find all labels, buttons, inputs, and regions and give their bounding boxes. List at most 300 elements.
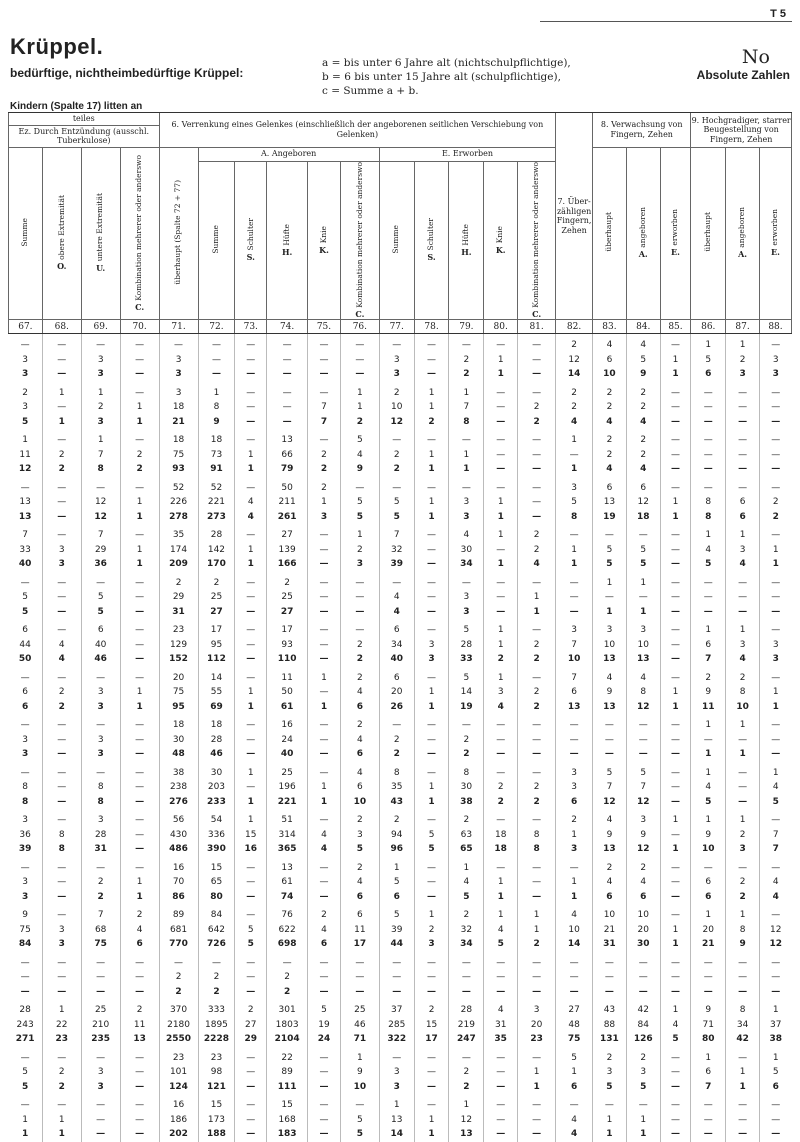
table-cell: 84: [626, 1018, 660, 1033]
table-row: [9, 590, 792, 605]
table-cell: 28: [19, 1005, 31, 1016]
table-cell: 13: [593, 700, 627, 715]
table-cell: 5: [626, 353, 660, 368]
table-cell: —: [414, 1080, 449, 1095]
table-cell: 4: [308, 842, 341, 857]
table-cell: 3: [81, 733, 120, 748]
table-cell: 15: [235, 828, 267, 843]
table-cell: —: [759, 1113, 791, 1128]
table-cell: 2: [42, 462, 81, 477]
table-cell: 9: [593, 685, 627, 700]
col-e-summe: [379, 161, 414, 320]
table-cell: 2: [626, 429, 660, 448]
table-cell: 6: [593, 353, 627, 368]
table-cell: —: [414, 619, 449, 638]
table-cell: 3: [81, 700, 120, 715]
table-cell: 3: [449, 495, 484, 510]
letter-a-s: S.: [246, 252, 255, 263]
table-cell: —: [518, 714, 556, 733]
table-cell: —: [120, 809, 159, 828]
table-cell: 681: [159, 923, 198, 938]
table-cell: —: [660, 334, 691, 353]
column-number: 84.: [626, 320, 660, 334]
table-cell: 14: [556, 937, 593, 952]
table-cell: 226: [159, 495, 198, 510]
table-cell: —: [726, 382, 760, 401]
table-cell: —: [42, 510, 81, 525]
table-cell: 5: [22, 606, 29, 617]
table-cell: 3: [42, 937, 81, 952]
table-cell: 20: [159, 667, 198, 686]
table-cell: 7: [626, 780, 660, 795]
table-cell: —: [235, 477, 267, 496]
table-cell: 1: [556, 429, 593, 448]
table-cell: 1: [593, 605, 627, 620]
letter-8-a: A.: [638, 249, 648, 260]
table-cell: —: [42, 572, 81, 591]
table-cell: 8: [22, 796, 29, 807]
table-cell: 5: [626, 543, 660, 558]
table-cell: —: [660, 667, 691, 686]
table-row: [9, 543, 792, 558]
table-cell: —: [414, 890, 449, 905]
table-cell: 3: [340, 828, 379, 843]
table-cell: 209: [159, 557, 198, 572]
table-cell: —: [660, 890, 691, 905]
table-cell: 5: [449, 619, 484, 638]
table-cell: 1: [235, 700, 267, 715]
table-cell: 95: [159, 700, 198, 715]
table-cell: 1: [556, 875, 593, 890]
table-cell: 129: [159, 638, 198, 653]
table-row: [9, 809, 792, 828]
table-cell: —: [593, 733, 627, 748]
table-cell: —: [308, 1127, 341, 1142]
table-cell: —: [759, 1127, 791, 1142]
table-cell: 2: [198, 970, 235, 985]
table-cell: 4: [484, 999, 518, 1018]
table-cell: 5: [340, 429, 379, 448]
col-e-knie: [484, 161, 518, 320]
table-cell: 18: [159, 429, 198, 448]
table-cell: —: [414, 762, 449, 781]
table-cell: —: [120, 353, 159, 368]
table-cell: 6: [340, 747, 379, 762]
table-cell: 3: [759, 353, 791, 368]
table-cell: 23: [518, 1032, 556, 1047]
table-cell: 27: [556, 999, 593, 1018]
table-cell: 1: [308, 495, 341, 510]
table-cell: —: [518, 429, 556, 448]
table-cell: —: [379, 970, 414, 985]
table-cell: 2: [726, 667, 760, 686]
table-cell: 1: [235, 795, 267, 810]
table-cell: 1: [518, 605, 556, 620]
table-cell: 42: [726, 1032, 760, 1047]
table-cell: 1: [120, 875, 159, 890]
table-cell: —: [42, 367, 81, 382]
table-cell: 4: [449, 875, 484, 890]
table-cell: —: [42, 970, 81, 985]
table-cell: 40: [379, 652, 414, 667]
col-a-summe: [198, 161, 235, 320]
table-cell: 6: [379, 667, 414, 686]
page-subtitle: bedürftige, nichtheimbedürftige Krüppel:: [10, 66, 244, 80]
table-cell: 54: [198, 809, 235, 828]
table-cell: 1: [235, 543, 267, 558]
table-cell: 2: [340, 415, 379, 430]
table-cell: 21: [593, 923, 627, 938]
table-cell: 1: [593, 1113, 627, 1128]
column-number: 72.: [198, 320, 235, 334]
table-cell: 2: [484, 780, 518, 795]
table-cell: 12: [626, 700, 660, 715]
table-cell: —: [414, 747, 449, 762]
table-cell: 15: [198, 1094, 235, 1113]
table-cell: 2: [308, 462, 341, 477]
table-row: [9, 733, 792, 748]
table-cell: —: [518, 353, 556, 368]
table-cell: 3: [42, 543, 81, 558]
table-cell: 196: [267, 780, 308, 795]
table-cell: 233: [198, 795, 235, 810]
table-cell: 2228: [198, 1032, 235, 1047]
table-cell: 1: [593, 1127, 627, 1142]
table-cell: 38: [759, 1032, 791, 1047]
table-cell: —: [660, 828, 691, 843]
table-cell: 124: [159, 1080, 198, 1095]
letter-8-e: E.: [671, 247, 680, 258]
table-cell: —: [340, 970, 379, 985]
table-cell: —: [235, 780, 267, 795]
table-cell: —: [484, 1127, 518, 1142]
table-cell: 3: [42, 923, 81, 938]
label-e-huefte: Hüfte: [461, 223, 471, 246]
table-cell: 4: [593, 809, 627, 828]
table-cell: 5: [340, 842, 379, 857]
table-cell: 203: [198, 780, 235, 795]
table-cell: 5: [379, 875, 414, 890]
table-cell: —: [20, 482, 30, 493]
table-cell: —: [593, 714, 627, 733]
table-cell: —: [42, 495, 81, 510]
table-cell: —: [42, 590, 81, 605]
table-cell: 1: [691, 714, 726, 733]
table-cell: 4: [593, 462, 627, 477]
table-cell: 1: [449, 462, 484, 477]
table-cell: 9: [626, 828, 660, 843]
table-cell: 46: [81, 652, 120, 667]
statistics-table: [8, 113, 792, 1142]
table-cell: 770: [159, 937, 198, 952]
table-cell: —: [42, 762, 81, 781]
table-cell: 27: [267, 605, 308, 620]
table-cell: 1: [660, 842, 691, 857]
table-cell: 1: [449, 1094, 484, 1113]
table-row: [9, 842, 792, 857]
table-cell: 1: [414, 495, 449, 510]
table-cell: —: [660, 1065, 691, 1080]
table-cell: —: [235, 667, 267, 686]
table-cell: —: [308, 367, 341, 382]
table-cell: 2: [379, 733, 414, 748]
table-cell: —: [308, 382, 341, 401]
table-cell: —: [120, 477, 159, 496]
table-cell: 2: [198, 572, 235, 591]
table-cell: 6: [556, 795, 593, 810]
table-cell: 221: [267, 795, 308, 810]
table-cell: 7: [81, 524, 120, 543]
table-cell: —: [120, 952, 159, 971]
table-cell: —: [484, 1080, 518, 1095]
table-cell: 1: [414, 510, 449, 525]
table-cell: 1: [308, 780, 341, 795]
table-cell: 3: [81, 685, 120, 700]
table-cell: 18: [159, 400, 198, 415]
table-cell: 3: [159, 382, 198, 401]
table-cell: 5: [340, 495, 379, 510]
table-cell: 2: [593, 400, 627, 415]
table-cell: 2: [626, 1047, 660, 1066]
table-cell: 38: [449, 795, 484, 810]
table-cell: —: [626, 524, 660, 543]
table-row: [9, 1113, 792, 1128]
letter-o: O.: [57, 261, 67, 272]
table-cell: —: [81, 1047, 120, 1066]
table-cell: 2: [340, 667, 379, 686]
table-cell: —: [308, 429, 341, 448]
table-row: [9, 952, 792, 971]
table-cell: —: [726, 733, 760, 748]
table-cell: —: [235, 605, 267, 620]
table-cell: 2: [726, 828, 760, 843]
table-cell: —: [308, 857, 341, 876]
table-cell: —: [340, 952, 379, 971]
table-cell: —: [42, 857, 81, 876]
table-cell: 3: [726, 543, 760, 558]
table-cell: 3: [759, 638, 791, 653]
table-cell: 2: [340, 638, 379, 653]
table-cell: 52: [198, 477, 235, 496]
table-cell: 4: [759, 890, 791, 905]
col-9-ueberhaupt: [691, 147, 726, 320]
table-cell: 80: [691, 1032, 726, 1047]
table-cell: 2: [81, 890, 120, 905]
table-cell: —: [308, 747, 341, 762]
table-cell: —: [42, 714, 81, 733]
table-cell: —: [81, 1113, 120, 1128]
table-row: [9, 334, 792, 353]
table-cell: 726: [198, 937, 235, 952]
table-cell: 1: [379, 1094, 414, 1113]
table-cell: —: [42, 780, 81, 795]
table-cell: 3: [22, 354, 29, 365]
table-cell: —: [120, 590, 159, 605]
table-cell: —: [379, 985, 414, 1000]
table-cell: 9: [626, 367, 660, 382]
table-cell: —: [81, 762, 120, 781]
table-cell: 2: [42, 1080, 81, 1095]
table-cell: —: [660, 590, 691, 605]
column-number: 86.: [691, 320, 726, 334]
table-cell: 16: [267, 714, 308, 733]
table-cell: —: [691, 462, 726, 477]
table-cell: —: [308, 762, 341, 781]
table-cell: —: [340, 619, 379, 638]
table-cell: 2: [449, 809, 484, 828]
table-cell: 7: [449, 400, 484, 415]
table-cell: —: [518, 733, 556, 748]
table-cell: —: [340, 353, 379, 368]
table-cell: 2: [518, 543, 556, 558]
column-number: 69.: [81, 320, 120, 334]
table-cell: 28: [449, 999, 484, 1018]
table-cell: 23: [42, 1032, 81, 1047]
table-cell: 2: [81, 400, 120, 415]
table-cell: —: [198, 952, 235, 971]
table-cell: 7: [81, 448, 120, 463]
table-cell: 1: [726, 334, 760, 353]
table-cell: —: [726, 590, 760, 605]
table-cell: 13: [267, 857, 308, 876]
table-cell: —: [414, 334, 449, 353]
table-cell: 2: [120, 904, 159, 923]
table-cell: —: [593, 985, 627, 1000]
table-cell: —: [120, 762, 159, 781]
table-cell: 5: [660, 1032, 691, 1047]
table-cell: —: [726, 415, 760, 430]
table-cell: 11: [340, 923, 379, 938]
table-cell: —: [308, 1047, 341, 1066]
table-cell: —: [340, 605, 379, 620]
table-cell: 6: [120, 937, 159, 952]
table-cell: —: [484, 462, 518, 477]
table-cell: 18: [159, 714, 198, 733]
table-cell: 1: [759, 557, 791, 572]
table-cell: 75: [556, 1032, 593, 1047]
table-cell: 3: [22, 877, 29, 888]
table-cell: —: [308, 619, 341, 638]
table-cell: 6: [556, 685, 593, 700]
table-cell: 238: [159, 780, 198, 795]
table-cell: —: [81, 857, 120, 876]
table-row: [9, 700, 792, 715]
table-cell: 2: [267, 970, 308, 985]
table-cell: 13: [120, 1032, 159, 1047]
letter-u: U.: [96, 263, 106, 273]
table-cell: 75: [19, 924, 31, 935]
table-cell: 5: [556, 495, 593, 510]
table-cell: 13: [19, 497, 31, 508]
table-cell: 7: [22, 530, 29, 541]
table-cell: —: [660, 543, 691, 558]
table-cell: 1: [120, 510, 159, 525]
table-cell: —: [42, 890, 81, 905]
table-cell: 27: [198, 605, 235, 620]
table-cell: 4: [340, 448, 379, 463]
table-cell: 13: [593, 842, 627, 857]
table-cell: 7: [593, 780, 627, 795]
table-cell: 698: [267, 937, 308, 952]
table-cell: 1: [235, 462, 267, 477]
table-cell: 1: [691, 904, 726, 923]
table-cell: 50: [18, 654, 32, 665]
table-cell: 1: [120, 400, 159, 415]
table-cell: —: [593, 590, 627, 605]
table-cell: 71: [340, 1032, 379, 1047]
table-cell: 6: [691, 890, 726, 905]
table-cell: 16: [159, 1094, 198, 1113]
table-cell: 211: [267, 495, 308, 510]
table-cell: 4: [726, 557, 760, 572]
table-cell: —: [235, 890, 267, 905]
table-cell: 10: [379, 400, 414, 415]
table-cell: —: [759, 415, 791, 430]
table-cell: —: [660, 795, 691, 810]
table-cell: 12: [626, 495, 660, 510]
table-cell: —: [449, 1047, 484, 1066]
table-cell: —: [556, 970, 593, 985]
table-cell: 1: [235, 448, 267, 463]
col-7-header: [556, 113, 593, 320]
table-cell: 16: [235, 842, 267, 857]
table-cell: 2: [81, 875, 120, 890]
table-cell: —: [518, 809, 556, 828]
label-a-huefte: Hüfte: [281, 223, 291, 246]
table-cell: —: [20, 767, 30, 778]
table-cell: 126: [626, 1032, 660, 1047]
label-e-knie: Knie: [495, 225, 505, 243]
table-cell: 1: [42, 415, 81, 430]
table-cell: —: [691, 1113, 726, 1128]
table-cell: 2: [379, 747, 414, 762]
table-cell: —: [759, 605, 791, 620]
table-cell: —: [556, 857, 593, 876]
table-cell: —: [726, 429, 760, 448]
table-cell: —: [759, 970, 791, 985]
table-cell: 4: [556, 1113, 593, 1128]
table-cell: 16: [159, 857, 198, 876]
table-cell: 3: [556, 477, 593, 496]
table-cell: —: [759, 747, 791, 762]
table-cell: —: [449, 477, 484, 496]
table-row: [9, 1018, 792, 1033]
table-cell: —: [449, 572, 484, 591]
table-cell: 1: [660, 809, 691, 828]
age-definitions: [322, 56, 571, 98]
col-ez-summe: [9, 147, 43, 320]
table-cell: —: [81, 334, 120, 353]
table-cell: 6: [81, 619, 120, 638]
table-cell: 1: [484, 619, 518, 638]
table-cell: 2: [556, 400, 593, 415]
table-cell: —: [235, 572, 267, 591]
table-row: [9, 714, 792, 733]
col-7-label: 7. Über- zähligen Fingern, Zehen: [556, 197, 592, 235]
table-row: [9, 1127, 792, 1142]
table-cell: 7: [759, 828, 791, 843]
table-cell: —: [759, 448, 791, 463]
table-cell: 8: [42, 828, 81, 843]
table-cell: —: [660, 429, 691, 448]
table-cell: 39: [379, 923, 414, 938]
label-a-komb: Kombination mehrerer oder anderswo: [354, 161, 364, 308]
table-cell: 12: [759, 937, 791, 952]
table-cell: 33: [19, 544, 31, 555]
table-cell: —: [42, 477, 81, 496]
table-cell: —: [518, 619, 556, 638]
table-cell: 5: [81, 590, 120, 605]
